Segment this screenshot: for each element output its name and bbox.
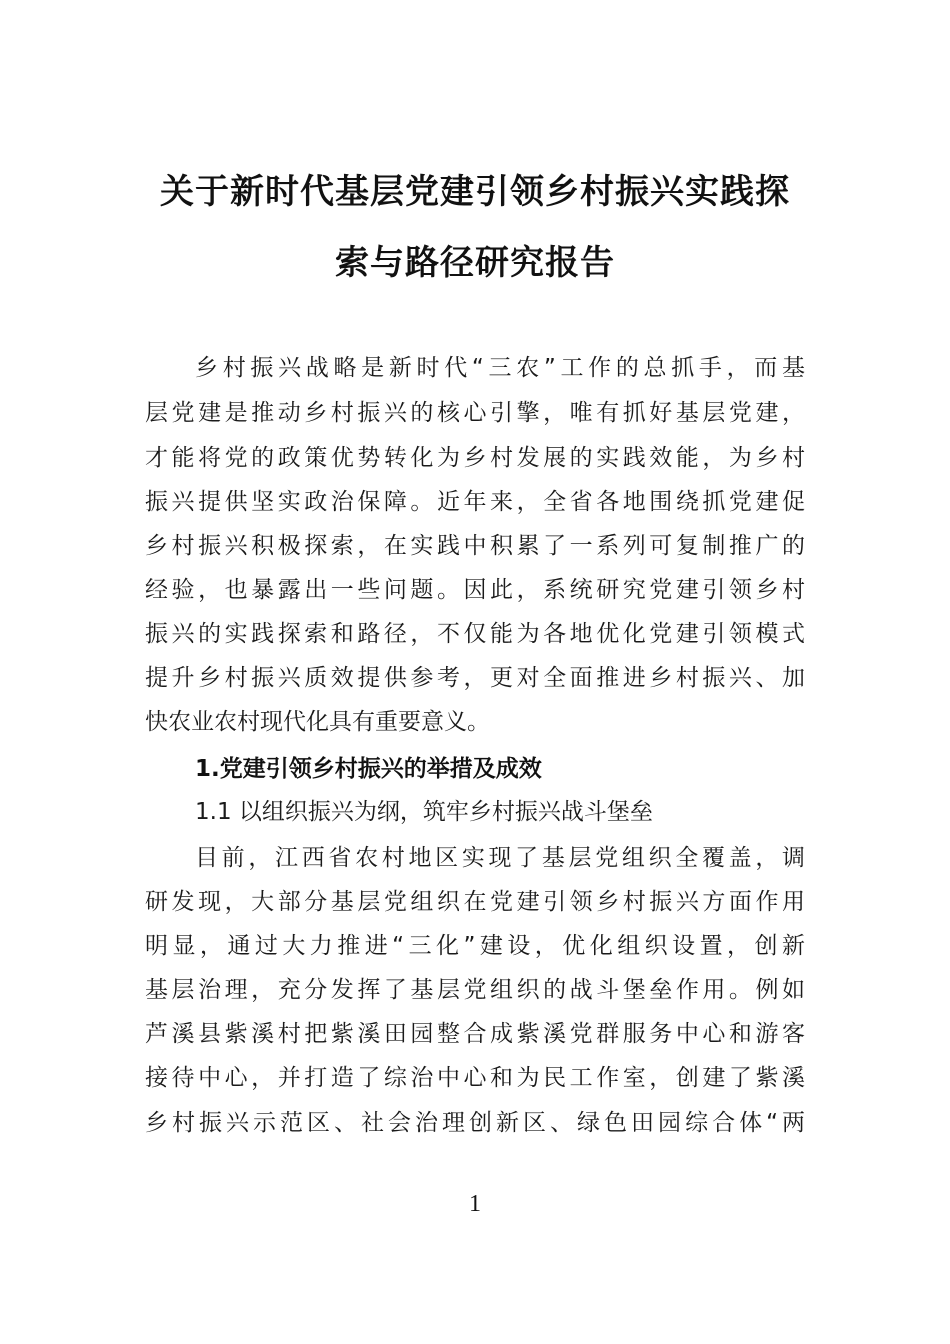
intro-line: 提升乡村振兴质效提供参考，更对全面推进乡村振兴、加 (145, 665, 805, 691)
intro-line: 乡村振兴积极探索，在实践中积累了一系列可复制推广的 (145, 533, 805, 559)
intro-line: 振兴的实践探索和路径，不仅能为各地优化党建引领模式 (145, 621, 805, 647)
intro-line: 层党建是推动乡村振兴的核心引擎，唯有抓好基层党建， (145, 400, 805, 426)
document-title-line-1: 关于新时代基层党建引领乡村振兴实践探 (160, 172, 790, 212)
body-line: 乡村振兴示范区、社会治理创新区、绿色田园综合体“两 (145, 1110, 805, 1136)
body-line: 研发现，大部分基层党组织在党建引领乡村振兴方面作用 (145, 889, 805, 915)
body-line: 目前，江西省农村地区实现了基层党组织全覆盖，调 (195, 845, 805, 871)
body-line: 明显，通过大力推进“三化”建设，优化组织设置，创新 (145, 933, 805, 959)
subsection-heading: 1.1 以组织振兴为纲，筑牢乡村振兴战斗堡垒 (195, 799, 653, 825)
body-line: 芦溪县紫溪村把紫溪田园整合成紫溪党群服务中心和游客 (145, 1021, 805, 1047)
body-line: 接待中心，并打造了综治中心和为民工作室，创建了紫溪 (145, 1065, 805, 1091)
intro-line: 快农业农村现代化具有重要意义。 (145, 709, 490, 735)
document-title-line-2: 索与路径研究报告 (335, 243, 615, 283)
intro-line: 经验，也暴露出一些问题。因此，系统研究党建引领乡村 (145, 577, 805, 603)
intro-line: 才能将党的政策优势转化为乡村发展的实践效能，为乡村 (145, 445, 805, 471)
section-heading: 1.党建引领乡村振兴的举措及成效 (195, 756, 542, 782)
intro-line: 乡村振兴战略是新时代“三农”工作的总抓手，而基 (195, 355, 805, 381)
intro-line: 振兴提供坚实政治保障。近年来，全省各地围绕抓党建促 (145, 489, 805, 515)
body-line: 基层治理，充分发挥了基层党组织的战斗堡垒作用。例如 (145, 977, 805, 1003)
page-number: 1 (469, 1191, 481, 1217)
